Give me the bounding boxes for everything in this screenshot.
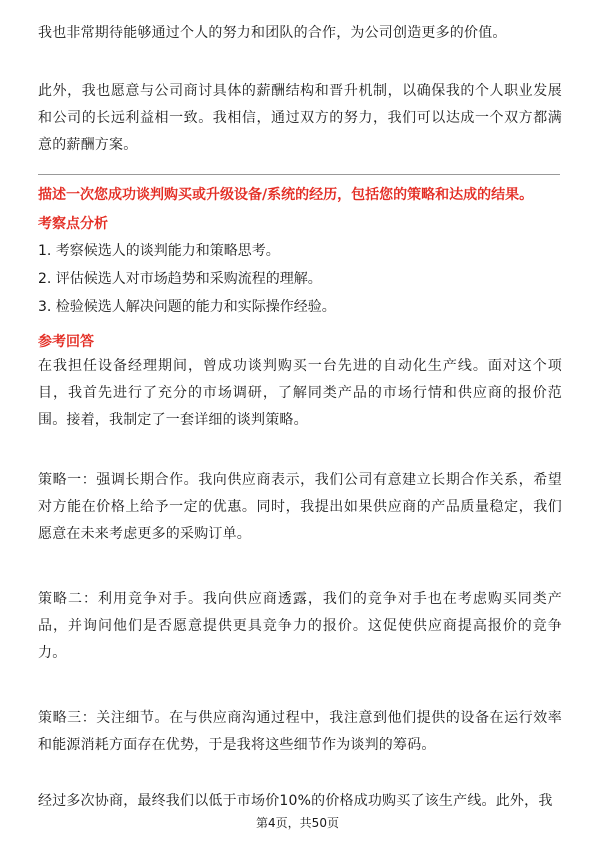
intro-paragraph-2: 此外，我也愿意与公司商讨具体的薪酬结构和晋升机制，以确保我的个人职业发展和公司的长远利益相一致。我相信，通过双方的努力，我们可以达成一个双方都满意的薪酬方案。: [38, 83, 562, 153]
analysis-item-1: 1. 考察候选人的谈判能力和策略思考。: [38, 243, 280, 259]
answer-paragraph-1: 在我担任设备经理期间，曾成功谈判购买一台先进的自动化生产线。面对这个项目，我首先进行了充分的市场调研，了解同类产品的市场行情和供应商的报价范围。接着，我制定了一套详细的谈判策略。: [38, 358, 562, 428]
question-heading: 描述一次您成功谈判购买或升级设备/系统的经历，包括您的策略和达成的结果。: [38, 187, 534, 203]
analysis-item-2: 2. 评估候选人对市场趋势和采购流程的理解。: [38, 271, 322, 287]
page-number: 第4页，共50页: [256, 816, 339, 830]
answer-paragraph-3: 策略二：利用竞争对手。我向供应商透露，我们的竞争对手也在考虑购买同类产品，并询问他们是否愿意提供更具竞争力的报价。这促使供应商提高报价的竞争力。: [38, 591, 562, 661]
analysis-item-3: 3. 检验候选人解决问题的能力和实际操作经验。: [38, 299, 336, 315]
answer-paragraph-4: 策略三：关注细节。在与供应商沟通过程中，我注意到他们提供的设备在运行效率和能源消耗方面存在优势，于是我将这些细节作为谈判的筹码。: [38, 710, 562, 753]
answer-paragraph-5: 经过多次协商，最终我们以低于市场价10%的价格成功购买了该生产线。此外，我: [38, 793, 553, 809]
intro-paragraph-1: 我也非常期待能够通过个人的努力和团队的合作，为公司创造更多的价值。: [38, 25, 507, 41]
answer-paragraph-2: 策略一：强调长期合作。我向供应商表示，我们公司有意建立长期合作关系，希望对方能在价格上给予一定的优惠。同时，我提出如果供应商的产品质量稳定，我们愿意在未来考虑更多的采购订单。: [38, 472, 562, 542]
answer-heading: 参考回答: [38, 334, 94, 350]
section-divider: [38, 174, 560, 175]
analysis-heading: 考察点分析: [38, 216, 108, 232]
